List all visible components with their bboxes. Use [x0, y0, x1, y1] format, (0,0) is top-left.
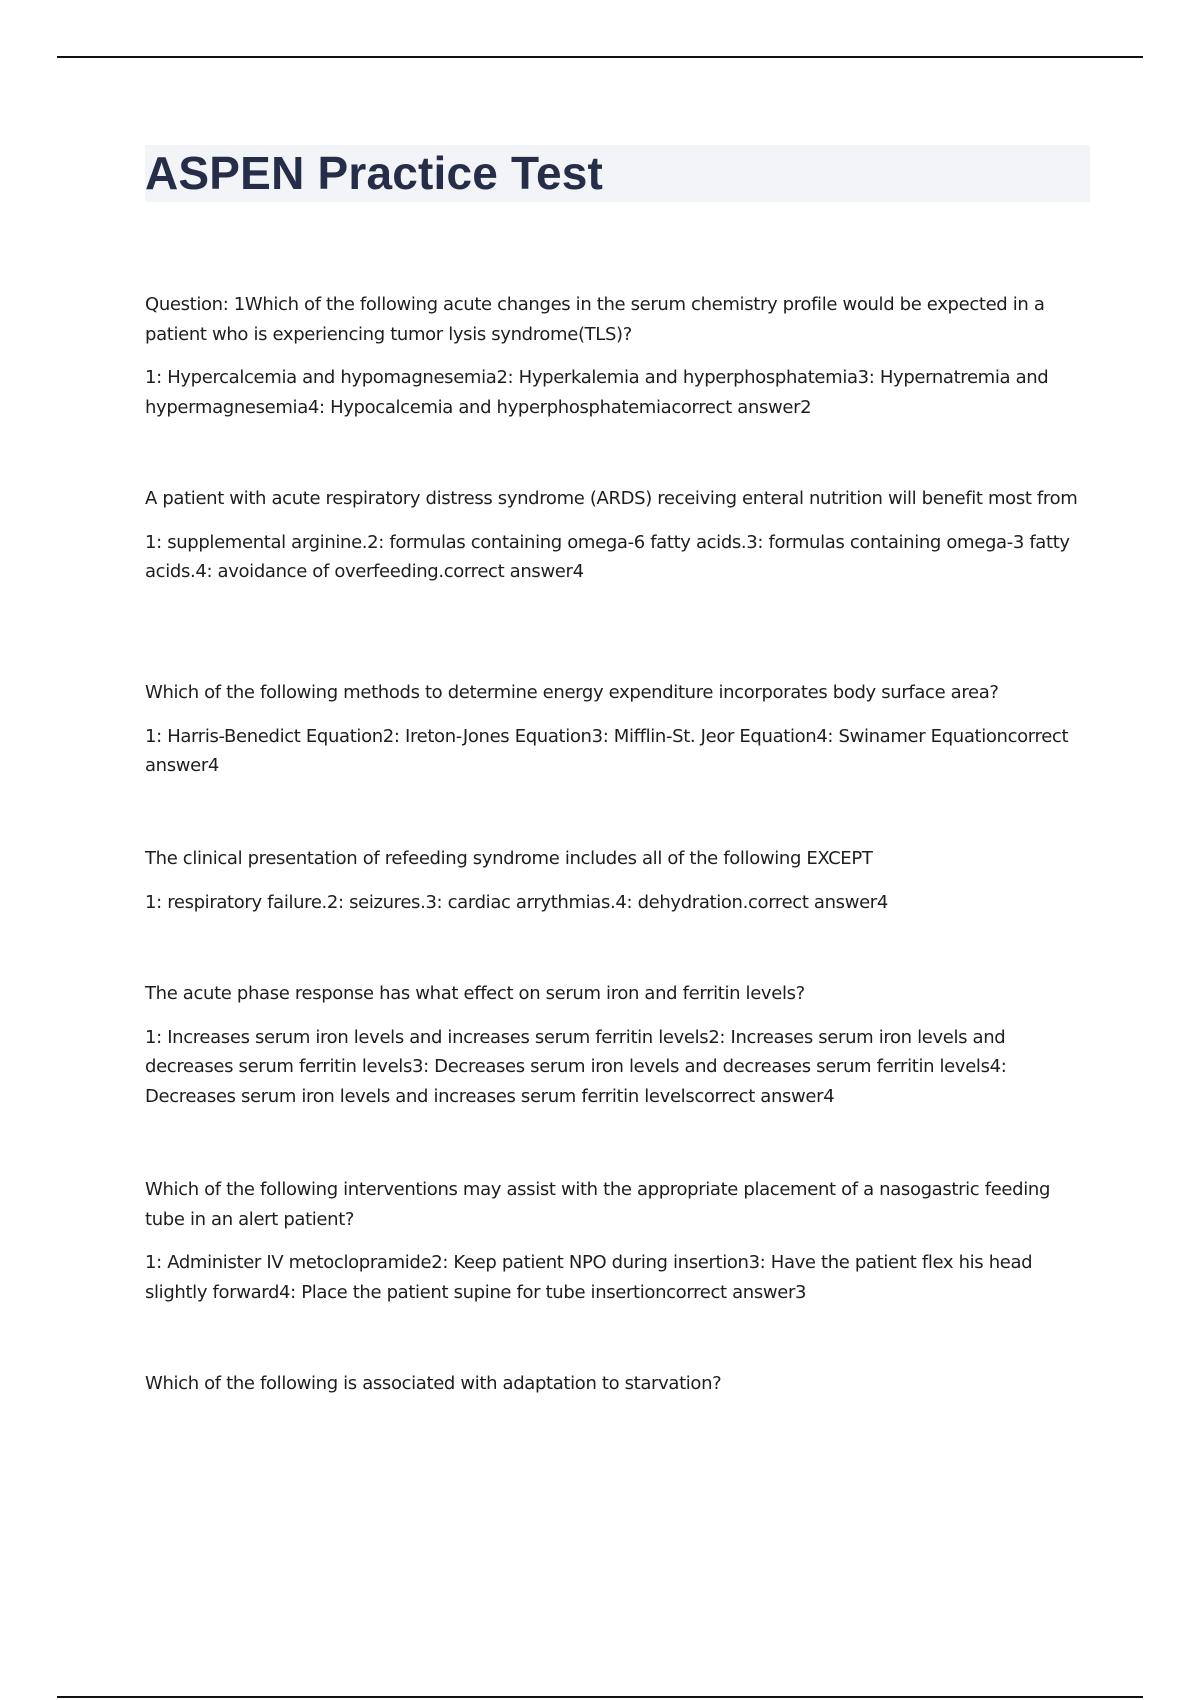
- answer-4: 1: respiratory failure.2: seizures.3: cardiac arrythmias.4: dehydration.correct answer4: [145, 891, 888, 913]
- question-7: Which of the following is associated with adaptation to starvation?: [145, 1373, 722, 1394]
- question-6: Which of the following interventions may assist with the appropriate placement of a nasogastric feeding tube in an alert patient?: [145, 1179, 1051, 1230]
- qa-item-1: [145, 290, 1090, 484]
- question-4: The clinical presentation of refeeding syndrome includes all of the following EXCEPT: [145, 848, 873, 869]
- answer-2: 1: supplemental arginine.2: formulas containing omega-6 fatty acids.3: formulas containing omega-3 fatty acids.4: avoidance of overfeeding.correct answer4: [145, 531, 1070, 582]
- qa-item-5: [145, 979, 1090, 1175]
- page-bottom-rule: [57, 1696, 1143, 1698]
- answer-6: 1: Administer IV metoclopramide2: Keep patient NPO during insertion3: Have the patient flex his head slightly forward4: Place the patient supine for tube insertioncorrect answer3: [145, 1252, 1033, 1303]
- question-2: A patient with acute respiratory distress syndrome (ARDS) receiving enteral nutrition will benefit most from: [145, 488, 1078, 509]
- qa-item-4: [145, 844, 1090, 979]
- document-body: [145, 290, 1090, 1413]
- question-5: The acute phase response has what effect on serum iron and ferritin levels?: [145, 983, 805, 1004]
- question-3: Which of the following methods to determine energy expenditure incorporates body surface area?: [145, 682, 999, 703]
- answer-5: 1: Increases serum iron levels and increases serum ferritin levels2: Increases serum iron levels and decreases serum ferritin levels3: Decreases serum iron levels and decreases serum ferritin levels4: Decreases serum iron levels and increases serum ferritin levelscorrect answer4: [145, 1026, 1007, 1107]
- qa-item-7: [145, 1369, 1090, 1399]
- page-top-rule: [57, 56, 1143, 58]
- answer-1: 1: Hypercalcemia and hypomagnesemia2: Hyperkalemia and hyperphosphatemia3: Hypernatremia and hypermagnesemia4: Hypocalcemia and hyperphosphatemiacorrect answer2: [145, 367, 1049, 418]
- answer-3: 1: Harris-Benedict Equation2: Ireton-Jones Equation3: Mifflin-St. Jeor Equation4: Swinamer Equationcorrect answer4: [145, 725, 1069, 776]
- question-1: Question: 1Which of the following acute changes in the serum chemistry profile would be expected in a patient who is experiencing tumor lysis syndrome(TLS)?: [145, 294, 1045, 345]
- qa-item-3: [145, 678, 1090, 844]
- page-title: ASPEN Practice Test: [145, 147, 604, 199]
- qa-item-2: [145, 484, 1090, 678]
- qa-item-6: [145, 1175, 1090, 1369]
